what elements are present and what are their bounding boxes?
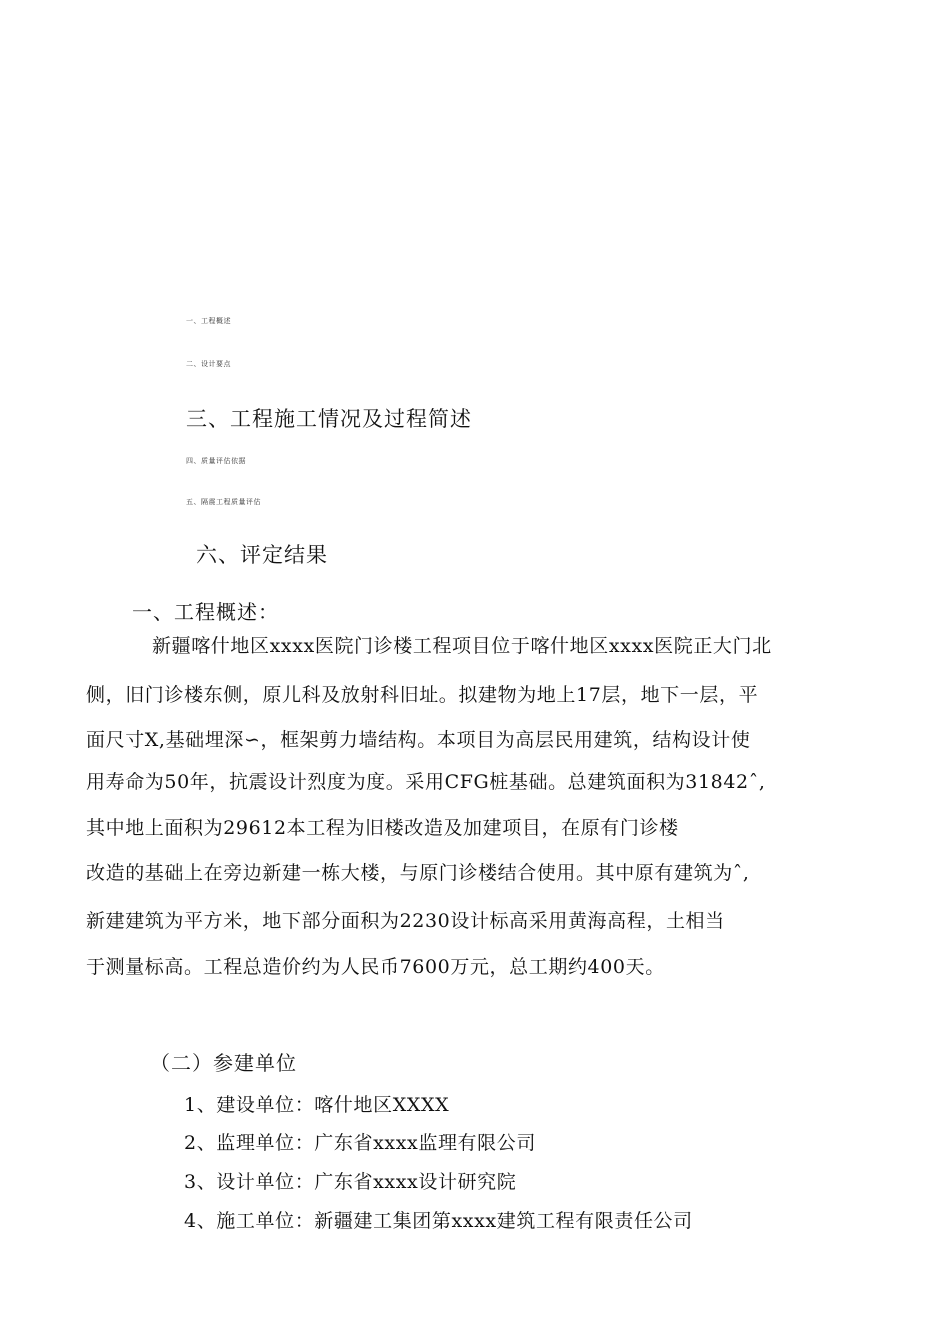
body-paragraph-line: 新疆喀什地区xxxx医院门诊楼工程项目位于喀什地区xxxx医院正大门北 [152,635,772,657]
section-heading-overview: 一、工程概述： [132,600,279,624]
section-heading-participants: （二）参建单位 [150,1051,297,1075]
body-paragraph-line: 于测量标高。工程总造价约为人民币7600万元，总工期约400天。 [86,956,665,978]
toc-item-2: 二、设计要点 [186,360,231,368]
body-paragraph-line: 改造的基础上在旁边新建一栋大楼，与原门诊楼结合使用。其中原有建筑为ˆ, [86,862,750,884]
participant-item-client: 1、建设单位：喀什地区XXXX [184,1094,450,1116]
body-paragraph-line: 侧，旧门诊楼东侧，原儿科及放射科旧址。拟建物为地上17层，地下一层，平 [86,684,759,706]
body-paragraph-line: 其中地上面积为29612本工程为旧楼改造及加建项目，在原有门诊楼 [86,817,679,839]
body-paragraph-line: 用寿命为50年，抗震设计烈度为度。采用CFG桩基础。总建筑面积为31842ˆ, [86,771,766,793]
participant-item-supervisor: 2、监理单位：广东省xxxx监理有限公司 [184,1132,536,1154]
participant-item-designer: 3、设计单位：广东省xxxx设计研究院 [184,1171,517,1193]
body-paragraph-line: 新建建筑为平方米，地下部分面积为2230设计标高采用黄海高程，土相当 [86,910,725,932]
toc-item-5: 五、隔震工程质量评估 [186,498,261,506]
toc-item-6: 六、评定结果 [196,543,328,567]
toc-item-1: 一、工程概述 [186,317,231,325]
toc-item-3: 三、工程施工情况及过程简述 [186,407,472,431]
toc-item-4: 四、质量评估依据 [186,457,246,465]
body-paragraph-line: 面尺寸X,基础埋深∽，框架剪力墙结构。本项目为高层民用建筑，结构设计使 [86,729,751,751]
participant-item-contractor: 4、施工单位：新疆建工集团第xxxx建筑工程有限责任公司 [184,1210,693,1232]
